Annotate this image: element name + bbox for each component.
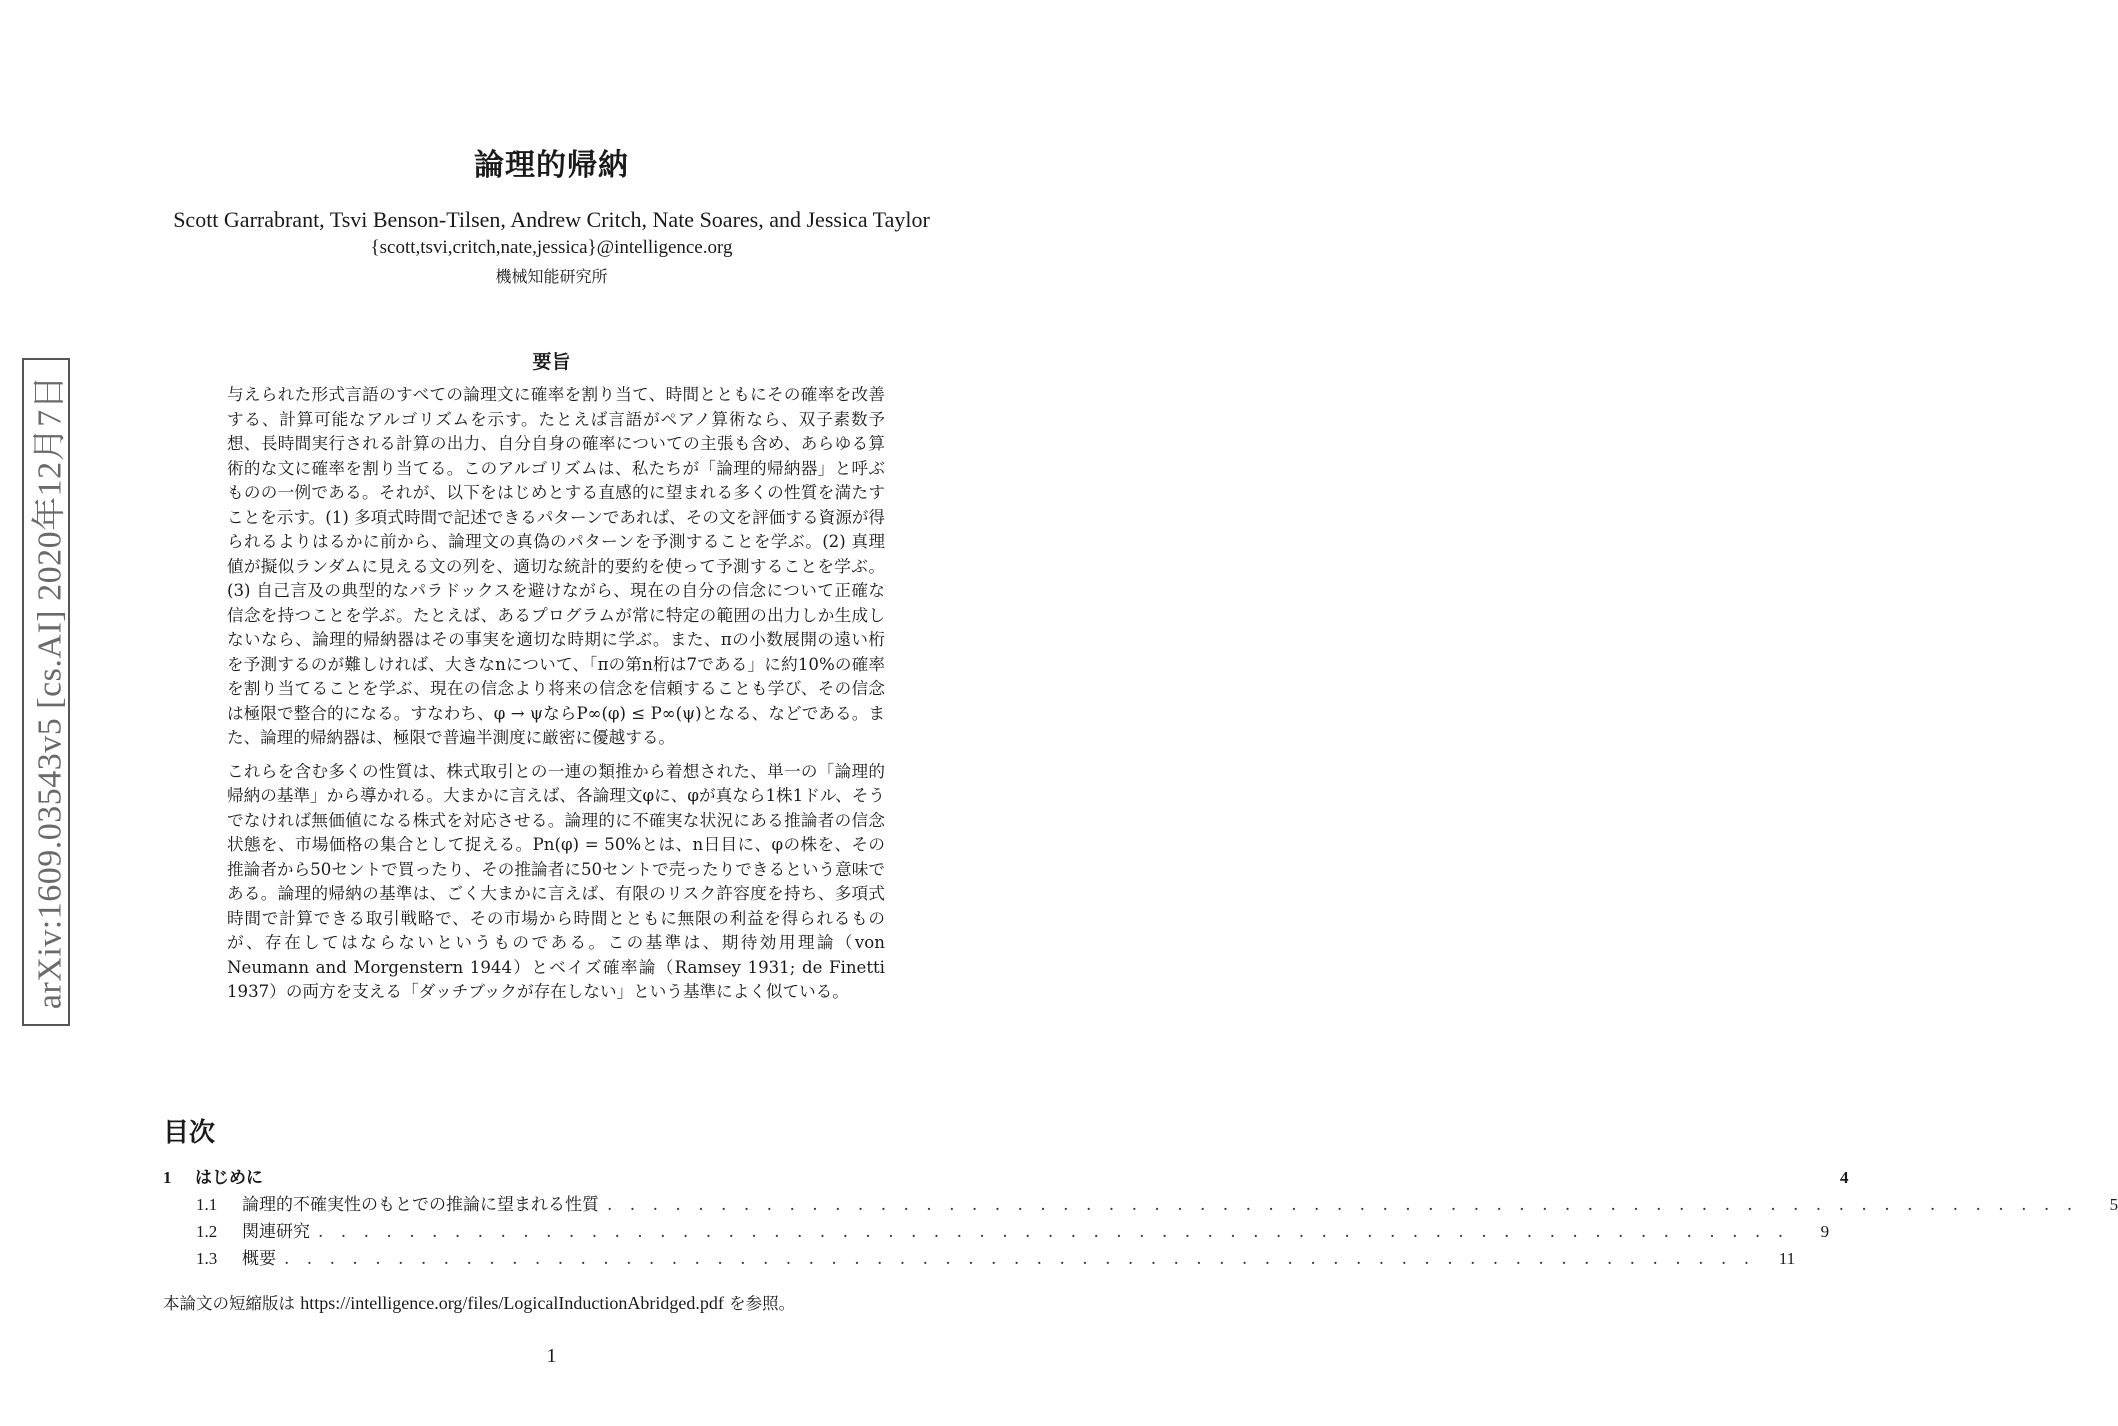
toc-entry[interactable] (163, 1190, 2118, 1217)
toc-heading: 目次 (163, 1118, 216, 1148)
abstract-paragraph: 与えられた形式言語のすべての論理文に確率を割り当て、時間とともにその確率を改善する、計算可能なアルゴリズムを示す。たとえば言語がペアノ算術なら、双子素数予想、長時間実行される計算の出力、自分自身の確率についての主張も含め、あらゆる算術的な文に確率を割り当てる。このアルゴリズムは、私たちが「論理的帰納器」と呼ぶものの一例である。それが、以下をはじめとする直感的に望まれる多くの性質を満たすことを示す。(1) 多項式時間で記述できるパターンであれば、その文を評価する資源が得られるよりはるかに前から、論理文の真偽のパターンを予測することを学ぶ。(2) 真理値が擬似ランダムに見える文の列を、適切な統計的要約を使って予測することを学ぶ。(3) 自己言及の典型的なパラドックスを避けながら、現在の自分の信念について正確な信念を持つことを学ぶ。たとえば、あるプログラムが常に特定の範囲の出力しか生成しないなら、論理的帰納器はその事実を適切な時期に学ぶ。また、πの小数展開の遠い桁を予測するのが難しければ、大きなnについて、「πの第n桁は7である」に約10%の確率を割り当てることを学ぶ、現在の信念より将来の信念を信頼することも学び、その信念は極限で整合的になる。すなわち、φ → ψならP∞(φ) ≤ P∞(ψ)となる、などである。また、論理的帰納器は、極限で普遍半測度に厳密に優越する。 (227, 385, 885, 747)
toc-entry-title: はじめに (195, 1168, 263, 1188)
arxiv-stamp (22, 358, 70, 1026)
toc-entry-page: 4 (1839, 1168, 1849, 1187)
toc-entry[interactable] (163, 1244, 1796, 1271)
toc-entry-title: 概要 (242, 1249, 276, 1269)
toc-leader-dots: . . . . . . . . . . . . . . . . . . . . . . . . . . . . . . . . . . . . . . . . . . . . . . . . . . . . . . . . . . . . . . . . . (607, 1195, 2079, 1215)
toc-entry-title: 関連研究 (242, 1222, 310, 1242)
abridged-version-note (163, 1290, 795, 1314)
toc-entry-title: 論理的不確実性のもとでの推論に望まれる性質 (242, 1195, 599, 1215)
abstract-body (227, 383, 885, 1014)
toc-entry-number: 1 (163, 1168, 172, 1187)
toc-leader-dots: . . . . . . . . . . . . . . . . . . . . . . . . . . . . . . . . . . . . . . . . . . . . . . . . . . . . . . . . . . . . . . . . . (284, 1249, 1756, 1269)
toc-entry[interactable] (163, 1217, 1830, 1244)
paper-title: 論理的帰納 (474, 148, 629, 183)
affiliation: 機械知能研究所 (495, 267, 608, 286)
footnote-suffix: を参照。 (723, 1294, 796, 1313)
toc-leader-dots: . . . . . . . . . . . . . . . . . . . . . . . . . . . . . . . . . . . . . . . . . . . . . . . . . . . . . . . . . . . . . . . . . (318, 1222, 1790, 1242)
abstract-paragraph: これらを含む多くの性質は、株式取引との一連の類推から着想された、単一の「論理的帰納の基準」から導かれる。大まかに言えば、各論理文φに、φが真なら1株1ドル、そうでなければ無価値になる株式を対応させる。論理的に不確実な状況にある推論者の信念状態を、市場価格の集合として捉える。Pn(φ) = 50%とは、n日目に、φの株を、その推論者から50セントで買ったり、その推論者に50セントで売ったりできるという意味である。論理的帰納の基準は、ごく大まかに言えば、有限のリスク許容度を持ち、多項式時間で計算できる取引戦略で、その市場から時間とともに無限の利益を得られるものが、存在してはならないというものである。この基準は、期待効用理論（von Neumann and Morgenstern 1944）とベイズ確率論（Ramsey 1931; de Finetti 1937）の両方を支える「ダッチブックが存在しない」という基準によく似ている。 (227, 761, 885, 1001)
table-of-contents (163, 1163, 2118, 1271)
author-emails: {scott,tsvi,critch,nate,jessica}@intelligence.org (370, 237, 733, 258)
toc-entry-number: 1.3 (196, 1249, 218, 1268)
author-list: Scott Garrabrant, Tsvi Benson-Tilsen, Andrew Critch, Nate Soares, and Jessica Taylor (173, 207, 930, 232)
abridged-version-link[interactable]: https://intelligence.org/files/LogicalInductionAbridged.pdf (300, 1293, 724, 1313)
toc-entry-page: 5 (2109, 1195, 2118, 1214)
toc-entry[interactable] (163, 1163, 1849, 1190)
page-number: 1 (546, 1345, 557, 1367)
toc-entry-page: 11 (1778, 1249, 1796, 1268)
abstract-heading: 要旨 (532, 351, 571, 373)
arxiv-stamp-text: arXiv:1609.03543v5 [cs.AI] 2020年12月7日 (31, 374, 69, 1010)
footnote-prefix: 本論文の短縮版は (163, 1294, 301, 1313)
toc-entry-page: 9 (1820, 1222, 1830, 1241)
toc-entry-number: 1.2 (196, 1222, 218, 1241)
toc-entry-number: 1.1 (196, 1195, 218, 1214)
